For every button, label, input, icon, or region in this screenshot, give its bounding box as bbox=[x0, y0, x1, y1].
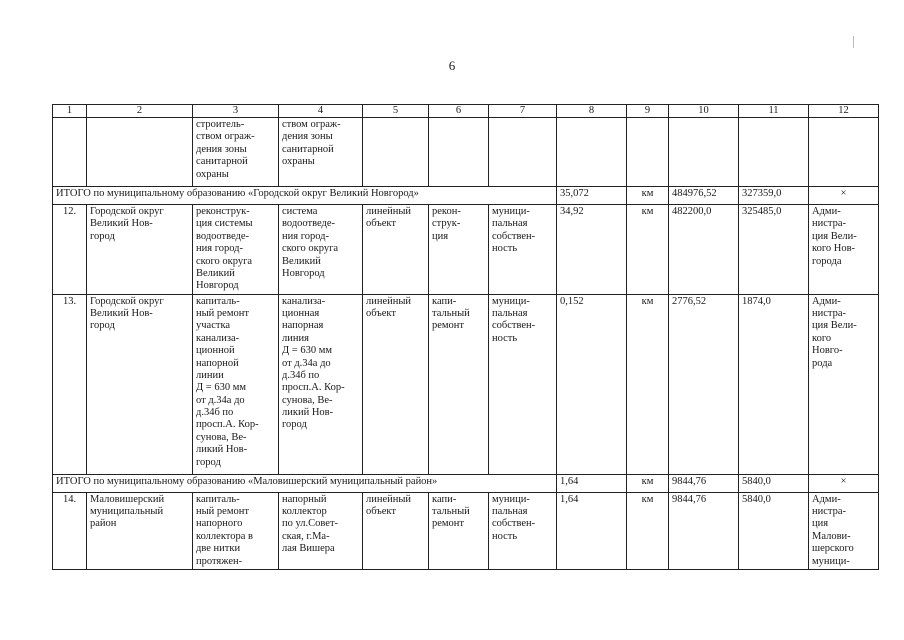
table-cell-responsible: Адми- нистра- ция Малови- шерского муници- bbox=[809, 492, 879, 569]
table-cell bbox=[53, 118, 87, 187]
table-cell-work-type: реконструк- ция системы водоотведе- ния город- ского округа Великий Новгород bbox=[193, 205, 279, 295]
table-cell bbox=[87, 118, 193, 187]
table-cell-work-kind: капи- тальный ремонт bbox=[429, 294, 489, 474]
table-cell-length: 0,152 bbox=[557, 294, 627, 474]
table-cell-municipality: Городской округ Великий Нов- город bbox=[87, 205, 193, 295]
table-cell-object: система водоотведе- ния город- ского округа Великий Новгород bbox=[279, 205, 363, 295]
table-cell bbox=[627, 118, 669, 187]
table-row-12 bbox=[53, 205, 879, 295]
table-cell-work-kind: капи- тальный ремонт bbox=[429, 492, 489, 569]
total-length: 35,072 bbox=[557, 187, 627, 205]
column-number: 6 bbox=[429, 105, 489, 118]
table-row-continuation bbox=[53, 118, 879, 187]
column-number: 10 bbox=[669, 105, 739, 118]
total-budget: 5840,0 bbox=[739, 474, 809, 492]
total-cost: 484976,52 bbox=[669, 187, 739, 205]
total-label: ИТОГО по муниципальному образованию «Городской округ Великий Новгород» bbox=[53, 187, 557, 205]
table-cell-cost: 9844,76 bbox=[669, 492, 739, 569]
table-cell bbox=[739, 118, 809, 187]
table-cell-length: 34,92 bbox=[557, 205, 627, 295]
table-cell-object: напорный коллектор по ул.Совет- ская, г.Ма- лая Вишера bbox=[279, 492, 363, 569]
table-cell-budget: 5840,0 bbox=[739, 492, 809, 569]
column-number: 7 bbox=[489, 105, 557, 118]
table-cell-cost: 2776,52 bbox=[669, 294, 739, 474]
table-cell bbox=[809, 118, 879, 187]
table-cell-unit: км bbox=[627, 205, 669, 295]
row-number: 12. bbox=[53, 205, 87, 295]
row-number: 13. bbox=[53, 294, 87, 474]
table-cell-object-kind: линейный объект bbox=[363, 205, 429, 295]
table-cell-work-type: строитель- ством ограж- дения зоны санитарной охраны bbox=[193, 118, 279, 187]
total-budget: 327359,0 bbox=[739, 187, 809, 205]
column-number: 11 bbox=[739, 105, 809, 118]
column-number: 4 bbox=[279, 105, 363, 118]
table-cell bbox=[489, 118, 557, 187]
total-unit: км bbox=[627, 474, 669, 492]
column-number: 12 bbox=[809, 105, 879, 118]
table-cell-object: ством ограж- дения зоны санитарной охраны bbox=[279, 118, 363, 187]
scan-edge-mark bbox=[853, 36, 854, 48]
page-number: 6 bbox=[448, 58, 456, 73]
column-number: 8 bbox=[557, 105, 627, 118]
table-cell-unit: км bbox=[627, 294, 669, 474]
column-number: 9 bbox=[627, 105, 669, 118]
table-cell-work-type: капиталь- ный ремонт напорного коллектора в две нитки протяжен- bbox=[193, 492, 279, 569]
table-cell-budget: 1874,0 bbox=[739, 294, 809, 474]
table-cell bbox=[429, 118, 489, 187]
table-cell-work-kind: рекон- струк- ция bbox=[429, 205, 489, 295]
column-number: 1 bbox=[53, 105, 87, 118]
table-cell-budget: 325485,0 bbox=[739, 205, 809, 295]
table-cell-length: 1,64 bbox=[557, 492, 627, 569]
table-cell-responsible: Адми- нистра- ция Вели- кого Новго- рода bbox=[809, 294, 879, 474]
table-cell bbox=[669, 118, 739, 187]
row-number: 14. bbox=[53, 492, 87, 569]
table-cell bbox=[363, 118, 429, 187]
table-cell-work-type: капиталь- ный ремонт участка канализа- ционной напорной линии Д = 630 мм от д.34а до д.34б по просп.А. Кор- сунова, Ве- ликий Нов- город bbox=[193, 294, 279, 474]
table-cell-ownership: муници- пальная собствен- ность bbox=[489, 294, 557, 474]
table-cell-municipality: Маловишерский муниципальный район bbox=[87, 492, 193, 569]
table-row-13 bbox=[53, 294, 879, 474]
column-number-row bbox=[53, 105, 879, 118]
total-row-novgorod bbox=[53, 187, 879, 205]
table-cell-ownership: муници- пальная собствен- ность bbox=[489, 205, 557, 295]
table-cell-object-kind: линейный объект bbox=[363, 492, 429, 569]
table-cell-ownership: муници- пальная собствен- ность bbox=[489, 492, 557, 569]
total-row-malovishera bbox=[53, 474, 879, 492]
document-table bbox=[52, 104, 879, 570]
total-mark: × bbox=[809, 474, 879, 492]
total-unit: км bbox=[627, 187, 669, 205]
table-cell bbox=[557, 118, 627, 187]
total-label: ИТОГО по муниципальному образованию «Маловишерский муниципальный район» bbox=[53, 474, 557, 492]
column-number: 3 bbox=[193, 105, 279, 118]
table-cell-object-kind: линейный объект bbox=[363, 294, 429, 474]
total-length: 1,64 bbox=[557, 474, 627, 492]
total-cost: 9844,76 bbox=[669, 474, 739, 492]
table-cell-cost: 482200,0 bbox=[669, 205, 739, 295]
total-mark: × bbox=[809, 187, 879, 205]
table-cell-object: канализа- ционная напорная линия Д = 630 мм от д.34а до д.34б по просп.А. Кор- сунова, Ве- ликий Нов- город bbox=[279, 294, 363, 474]
table-row-14 bbox=[53, 492, 879, 569]
column-number: 2 bbox=[87, 105, 193, 118]
table-cell-responsible: Адми- нистра- ция Вели- кого Нов- города bbox=[809, 205, 879, 295]
column-number: 5 bbox=[363, 105, 429, 118]
table-cell-municipality: Городской округ Великий Нов- город bbox=[87, 294, 193, 474]
table-cell-unit: км bbox=[627, 492, 669, 569]
